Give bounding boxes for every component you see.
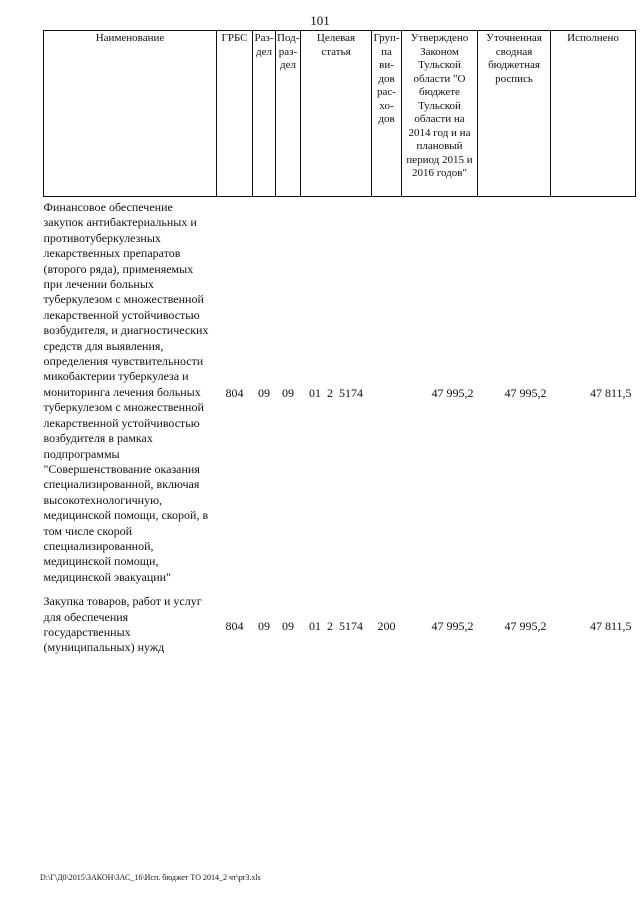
table-row — [44, 197, 636, 592]
row-name: Финансовое обеспечение закупок антибактериальных и противотуберкулезных лекарственных препаратов (второго ряда), применяемых при лечении больных туберкулезом с множественной лекарственной устойчивостью возбудителя, и диагностических средств для выявления, определения чувствительности микобактерии туберкулеза и мониторинга лечения больных туберкулезом с множественной лекарственной устойчивостью возбудителя в рамках подпрограммы "Совершенствование оказания специализированной, включая высокотехнологичную, медицинской помощи, скорой, в том числе скорой специализированной, медицинской помощи, медицинской эвакуации" — [43, 200, 209, 584]
row-ispolneno: 47 811,5 — [589, 618, 632, 633]
row-razdel: 09 — [258, 386, 270, 401]
row-grbs: 804 — [225, 618, 244, 633]
header-name: Наименование — [44, 31, 217, 197]
row-utverzhdeno: 47 995,2 — [431, 618, 474, 633]
row-podrazdel: 09 — [282, 386, 294, 401]
row-razdel: 09 — [258, 618, 270, 633]
row-tselevaya: 01 2 5174 — [309, 386, 363, 401]
row-utochnennaya: 47 995,2 — [504, 618, 547, 633]
row-tselevaya: 01 2 5174 — [309, 618, 363, 633]
row-name: Закупка товаров, работ и услуг для обеспечения государственных (муниципальных) нужд — [43, 594, 202, 655]
row-gruppa — [372, 197, 402, 592]
header-gruppa: Груп-па ви-дов рас-хо-дов — [372, 31, 402, 197]
header-tselevaya: Целевая статья — [301, 31, 372, 197]
table-row — [44, 591, 636, 662]
header-grbs: ГРБС — [217, 31, 253, 197]
header-row — [44, 31, 636, 197]
row-grbs: 804 — [225, 386, 244, 401]
header-razdel: Раз-дел — [253, 31, 276, 197]
row-gruppa: 200 — [377, 618, 396, 633]
row-utverzhdeno: 47 995,2 — [431, 386, 474, 401]
header-podrazdel: Под-раз-дел — [276, 31, 301, 197]
footer-file-path: D:\Г\Д0\2015\ЗАКОН\ЗАС_16\Исп. бюджет ТО 2014_2 чт\pr3.xls — [40, 873, 261, 882]
row-ispolneno: 47 811,5 — [589, 386, 632, 401]
row-utochnennaya: 47 995,2 — [504, 386, 547, 401]
header-ispolneno: Исполнено — [551, 31, 636, 197]
page-number: 101 — [310, 13, 330, 28]
header-utochnennaya: Уточненная сводная бюджетная роспись — [478, 31, 551, 197]
row-podrazdel: 09 — [282, 618, 294, 633]
budget-table — [43, 30, 636, 662]
header-utverzhdeno: Утверждено Законом Тульской области "О бюджете Тульской области на 2014 год и на плановый период 2015 и 2016 годов" — [402, 31, 478, 197]
